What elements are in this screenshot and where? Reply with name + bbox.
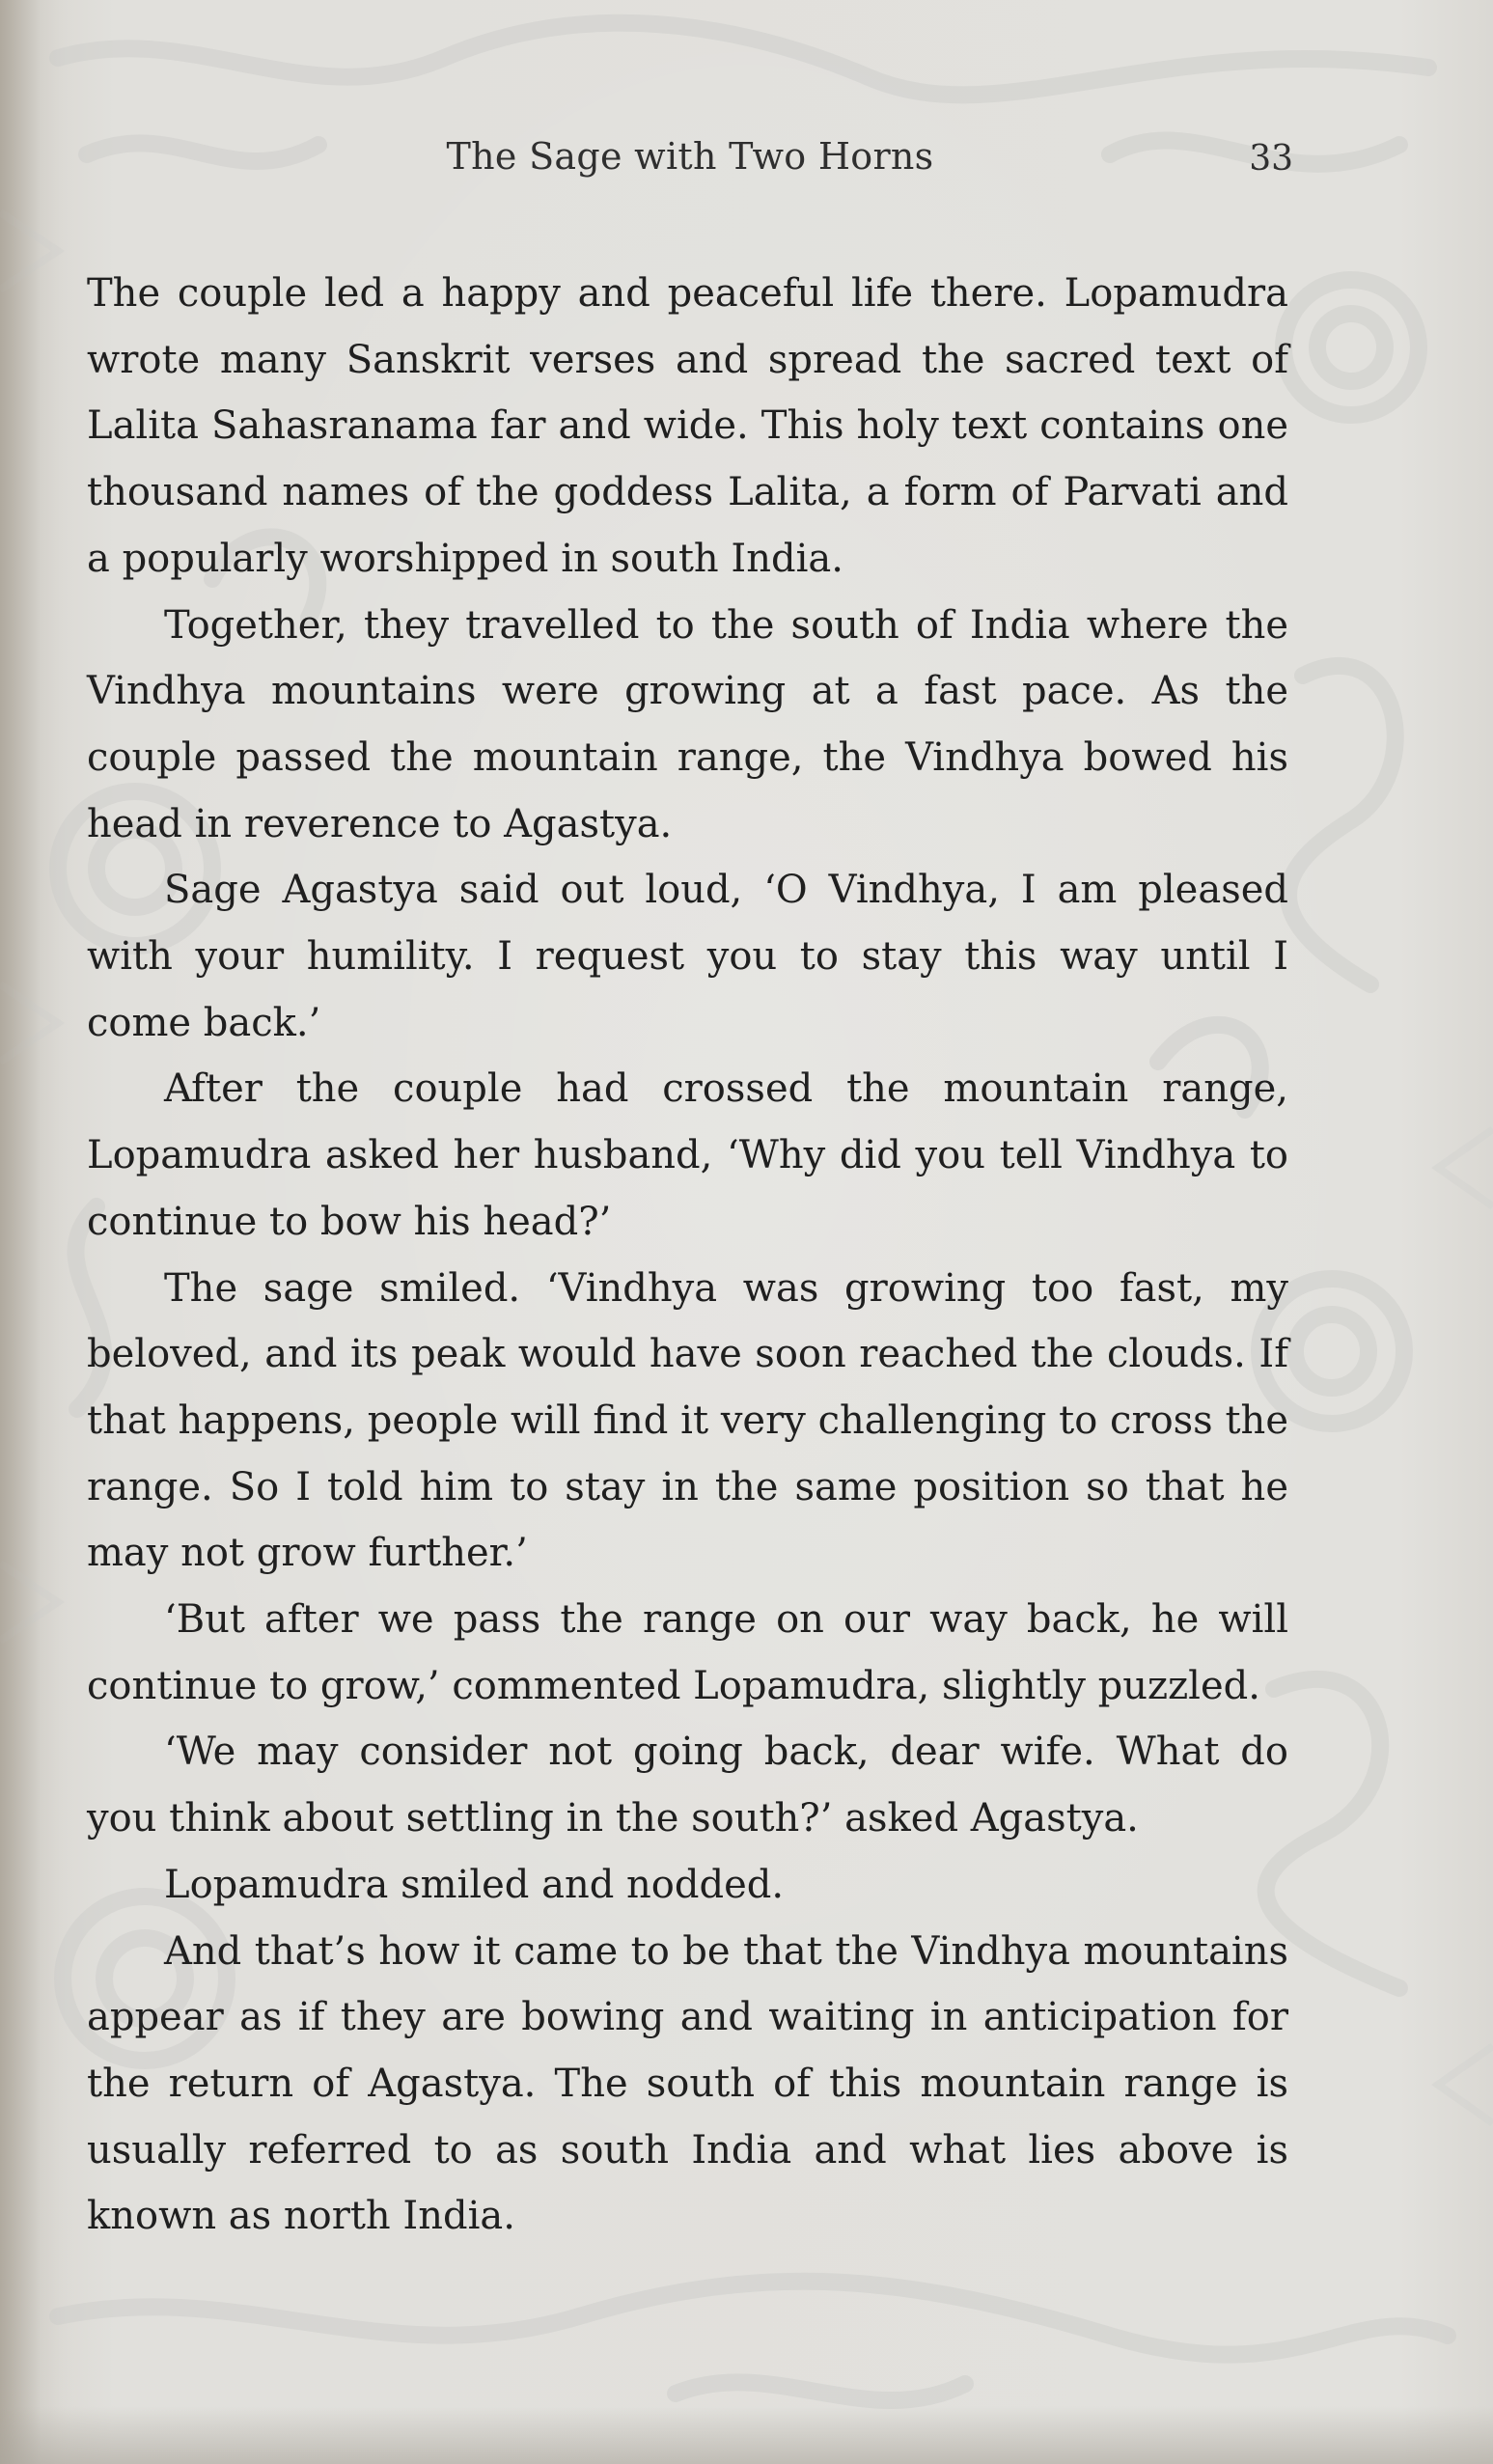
paragraph: After the couple had crossed the mountain range, Lopamudra asked her husband, ‘Why did you tell Vindhya to continue to bow his head?’ — [87, 1066, 1288, 1244]
page-bottom-shadow — [0, 2406, 1493, 2464]
body-text — [87, 261, 1288, 2250]
paragraph: And that’s how it came to be that the Vindhya mountains appear as if they are bowing and waiting in anticipation for the return of Agastya. The south of this mountain range is usually referred to as south India and what lies above is known as north India. — [87, 1928, 1288, 2239]
paragraph: Lopamudra smiled and nodded. — [164, 1862, 785, 1907]
page-header — [0, 125, 1493, 193]
running-title: The Sage with Two Horns — [446, 135, 934, 178]
paragraph: ‘But after we pass the range on our way back, he will continue to grow,’ commented Lopamudra, slightly puzzled. — [87, 1597, 1288, 1708]
spine-shadow — [0, 0, 68, 2464]
page-number: 33 — [1249, 139, 1293, 179]
paragraph: Sage Agastya said out loud, ‘O Vindhya, I am pleased with your humility. I request you to stay this way until I come back.’ — [87, 868, 1288, 1045]
paragraph: ‘We may consider not going back, dear wife. What do you think about settling in the south?’ asked Agastya. — [87, 1730, 1288, 1841]
paragraph: The sage smiled. ‘Vindhya was growing too fast, my beloved, and its peak would have soon reached the clouds. If that happens, people will find it very challenging to cross the range. So I told him to stay in the same position so that he may not grow further.’ — [87, 1265, 1288, 1576]
paragraph: Together, they travelled to the south of India where the Vindhya mountains were growing at a fast pace. As the couple passed the mountain range, the Vindhya bowed his head in reverence to Agastya. — [87, 602, 1288, 846]
paragraph: The couple led a happy and peaceful life there. Lopamudra wrote many Sanskrit verses and spread the sacred text of Lalita Sahasranama far and wide. This holy text contains one thousand names of the goddess Lalita, a form of Parvati and a popularly worshipped in south India. — [87, 271, 1288, 581]
